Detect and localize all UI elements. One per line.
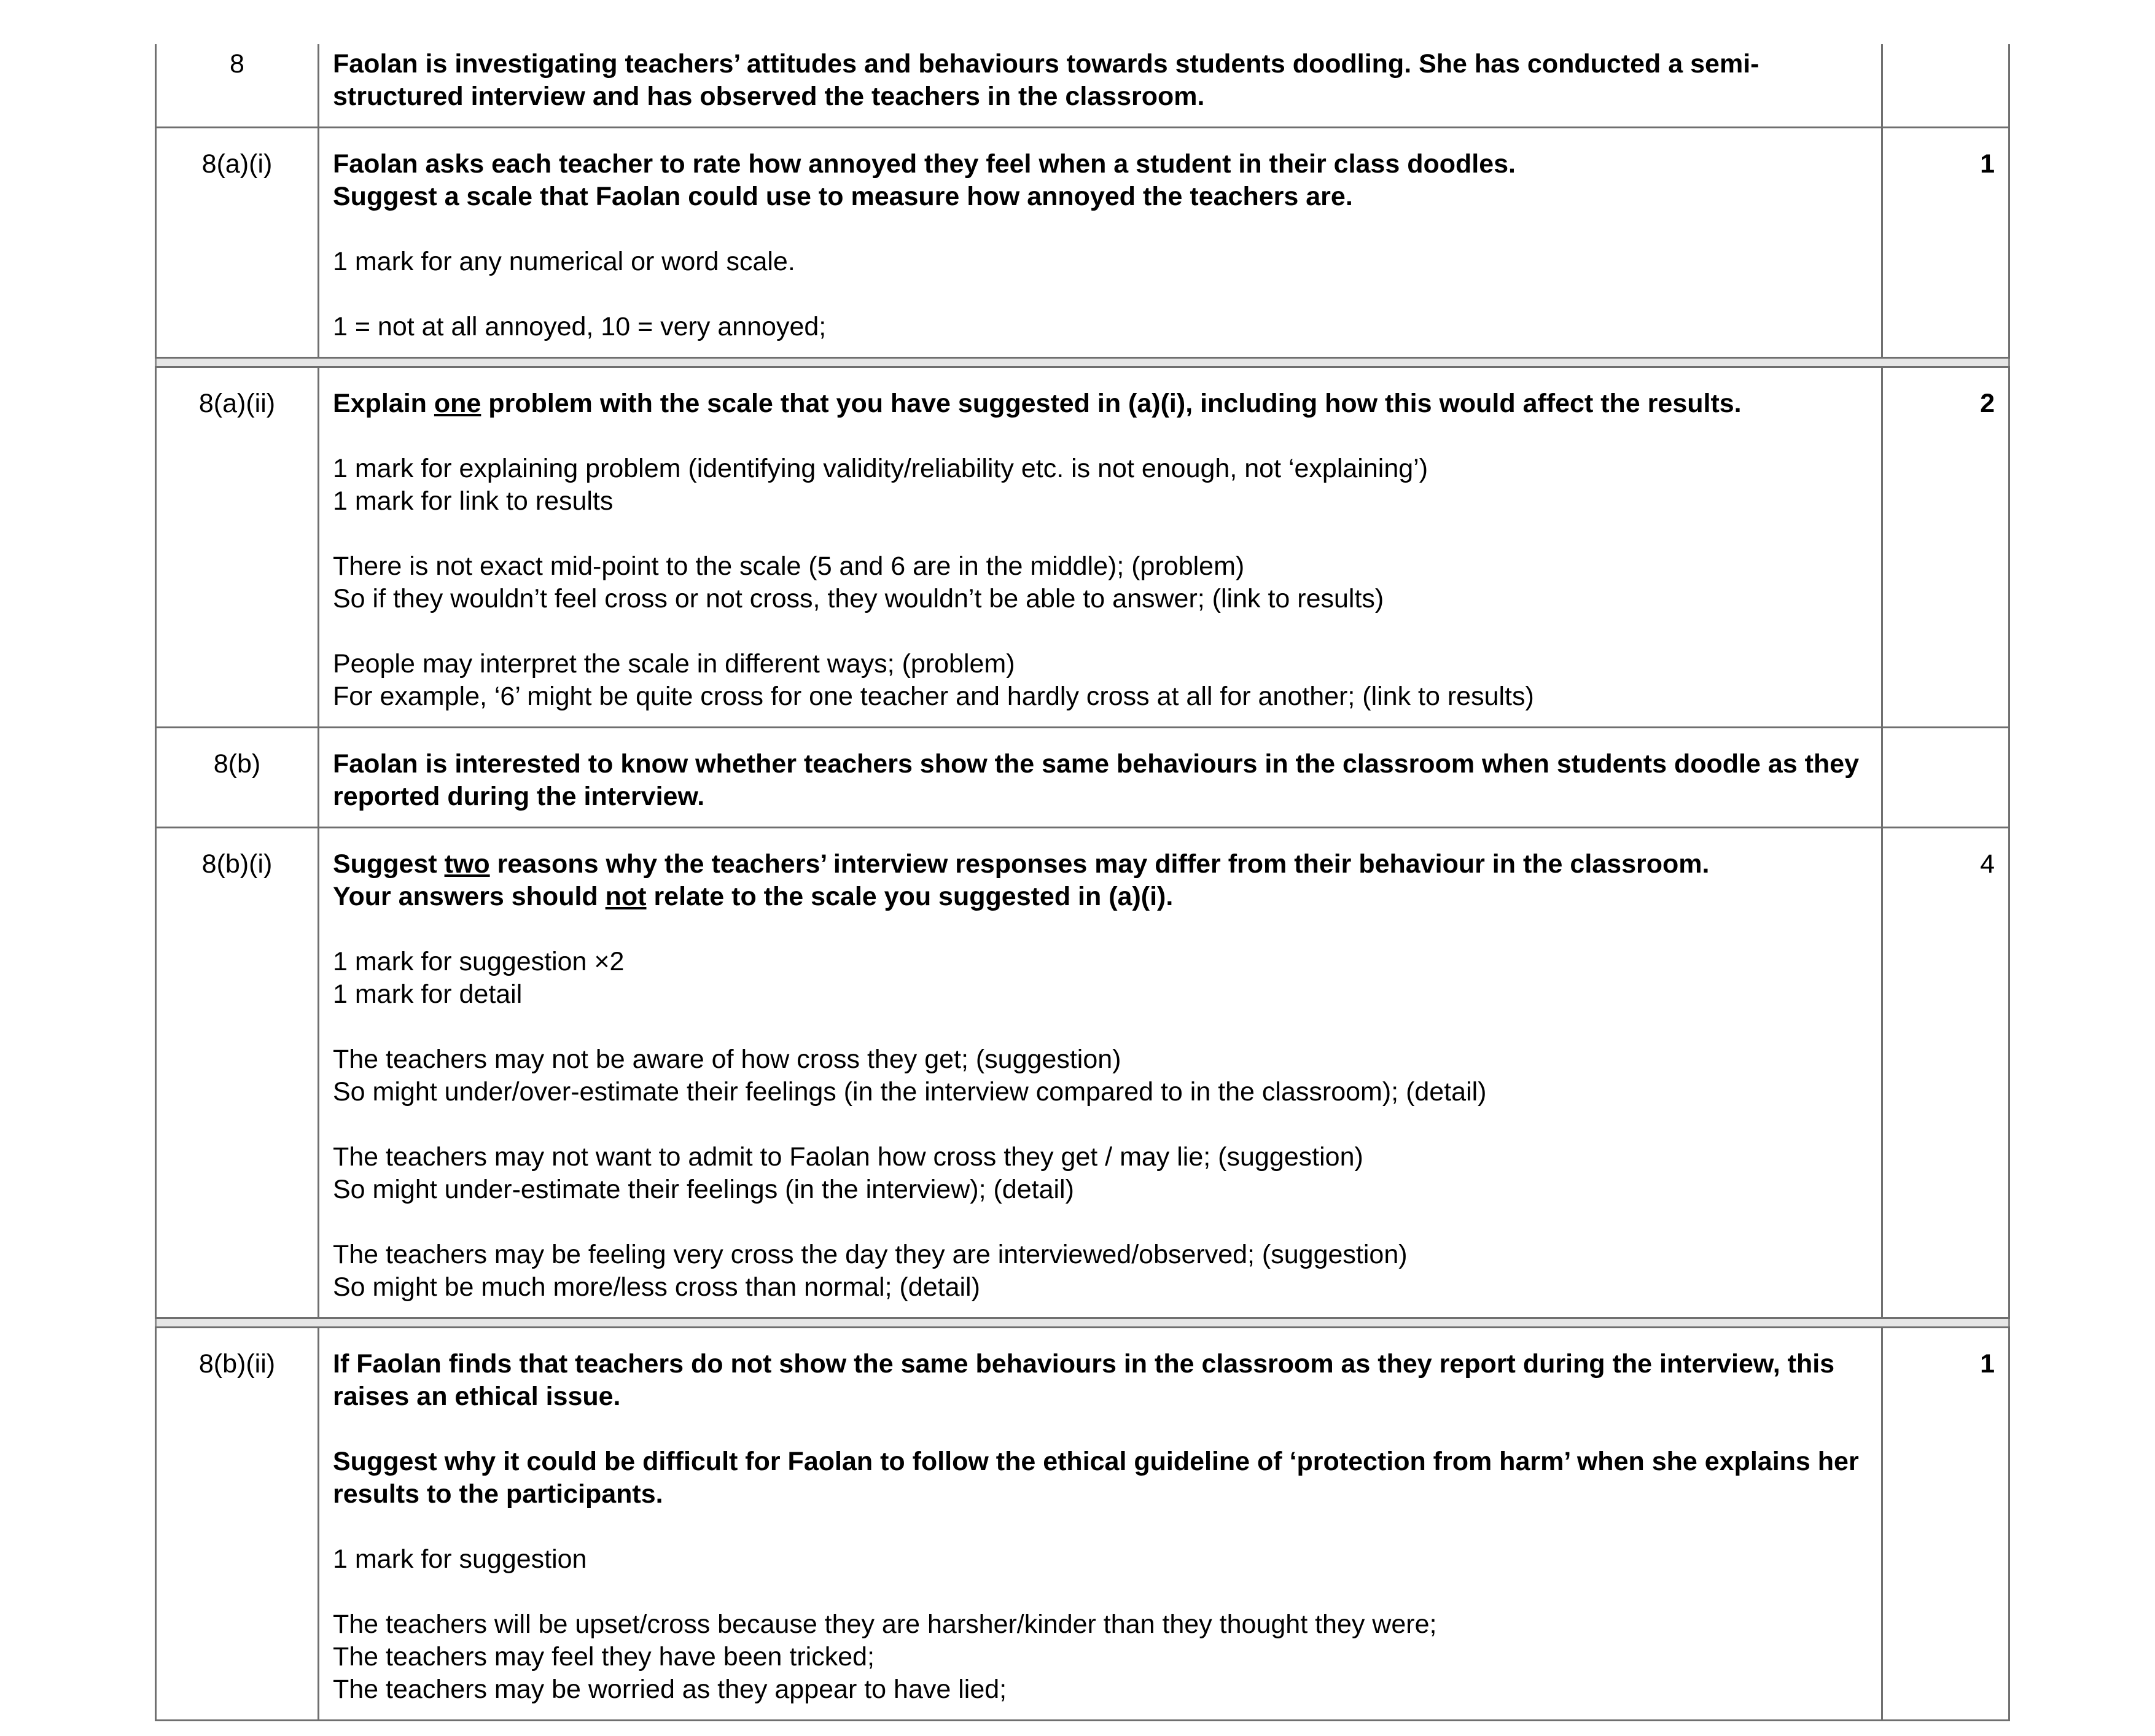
marks-cell: 4	[1980, 849, 1995, 879]
row-divider	[155, 359, 2010, 366]
marks-cell	[1883, 44, 2008, 127]
marking-guidance: 1 mark for link to results	[333, 486, 614, 516]
question-number: 8(a)(ii)	[157, 368, 319, 726]
question-number: 8(b)(ii)	[157, 1328, 319, 1719]
question-prompt: Faolan asks each teacher to rate how annoyed they feel when a student in their class doodles.	[333, 149, 1516, 179]
answer-cell	[319, 1328, 1883, 1719]
model-answer: The teachers may not be aware of how cross they get; (suggestion)	[333, 1045, 1121, 1074]
model-answer: People may interpret the scale in different ways; (problem)	[333, 649, 1015, 679]
model-answer: So might under/over-estimate their feelings (in the interview compared to in the classroom); (detail)	[333, 1077, 1487, 1107]
marks-cell	[1883, 728, 2008, 827]
question-prompt: Your answers should not relate to the scale you suggested in (a)(i).	[333, 882, 1174, 911]
marks-cell: 2	[1980, 389, 1995, 418]
answer-cell	[319, 368, 1883, 726]
table-row	[155, 1326, 2010, 1721]
row-divider	[155, 1319, 2010, 1326]
model-answer: The teachers may feel they have been tricked;	[333, 1642, 875, 1672]
model-answer: 1 = not at all annoyed, 10 = very annoyed;	[333, 312, 827, 341]
model-answer: The teachers may be feeling very cross the day they are interviewed/observed; (suggestion)	[333, 1240, 1408, 1269]
answer-cell	[319, 128, 1883, 357]
question-prompt: Faolan is investigating teachers’ attitudes and behaviours towards students doodling. She has conducted a semi-structured interview and has observed the teachers in the classroom.	[333, 49, 1759, 111]
question-prompt: If Faolan finds that teachers do not show the same behaviours in the classroom as they report during the interview, this raises an ethical issue.	[333, 1349, 1835, 1411]
marking-guidance: 1 mark for any numerical or word scale.	[333, 247, 795, 276]
model-answer: For example, ‘6’ might be quite cross for one teacher and hardly cross at all for another; (link to results)	[333, 682, 1534, 711]
table-row	[155, 828, 2010, 1319]
table-row	[155, 44, 2010, 128]
emphasis: two	[444, 849, 490, 879]
table-row	[155, 728, 2010, 828]
marking-guidance: 1 mark for suggestion	[333, 1544, 587, 1574]
answer-cell	[319, 828, 1883, 1317]
question-prompt: Suggest a scale that Faolan could use to measure how annoyed the teachers are.	[333, 182, 1353, 211]
marks-cell: 1	[1980, 149, 1995, 179]
answer-cell	[319, 44, 1883, 127]
model-answer: So might be much more/less cross than normal; (detail)	[333, 1272, 980, 1302]
marking-guidance: 1 mark for detail	[333, 979, 523, 1009]
question-number: 8(b)(i)	[157, 828, 319, 1317]
model-answer: So if they wouldn’t feel cross or not cross, they wouldn’t be able to answer; (link to results)	[333, 584, 1384, 613]
model-answer: So might under-estimate their feelings (in the interview); (detail)	[333, 1175, 1074, 1204]
marking-guidance: 1 mark for suggestion ×2	[333, 947, 625, 976]
table-row	[155, 366, 2010, 728]
question-number: 8(b)	[157, 728, 319, 827]
question-number: 8(a)(i)	[157, 128, 319, 357]
answer-cell	[319, 728, 1883, 827]
emphasis: not	[605, 882, 647, 911]
model-answer: There is not exact mid-point to the scale (5 and 6 are in the middle); (problem)	[333, 551, 1245, 581]
marking-guidance: 1 mark for explaining problem (identifying validity/reliability etc. is not enough, not ‘explaining’)	[333, 454, 1428, 483]
question-prompt: Faolan is interested to know whether teachers show the same behaviours in the classroom when students doodle as they reported during the interview.	[333, 749, 1860, 811]
question-prompt: Explain one problem with the scale that you have suggested in (a)(i), including how this would affect the results.	[333, 389, 1742, 418]
model-answer: The teachers may not want to admit to Faolan how cross they get / may lie; (suggestion)	[333, 1142, 1363, 1172]
table-row	[155, 128, 2010, 359]
question-prompt: Suggest two reasons why the teachers’ interview responses may differ from their behaviour in the classroom.	[333, 849, 1710, 879]
question-prompt: Suggest why it could be difficult for Faolan to follow the ethical guideline of ‘protection from harm’ when she explains her results to the participants.	[333, 1447, 1859, 1509]
mark-scheme-table	[155, 44, 2010, 1721]
emphasis: one	[434, 389, 481, 418]
model-answer: The teachers will be upset/cross because they are harsher/kinder than they thought they were;	[333, 1609, 1437, 1639]
marks-cell: 1	[1980, 1349, 1995, 1379]
model-answer: The teachers may be worried as they appear to have lied;	[333, 1675, 1007, 1704]
question-number: 8	[157, 44, 319, 127]
